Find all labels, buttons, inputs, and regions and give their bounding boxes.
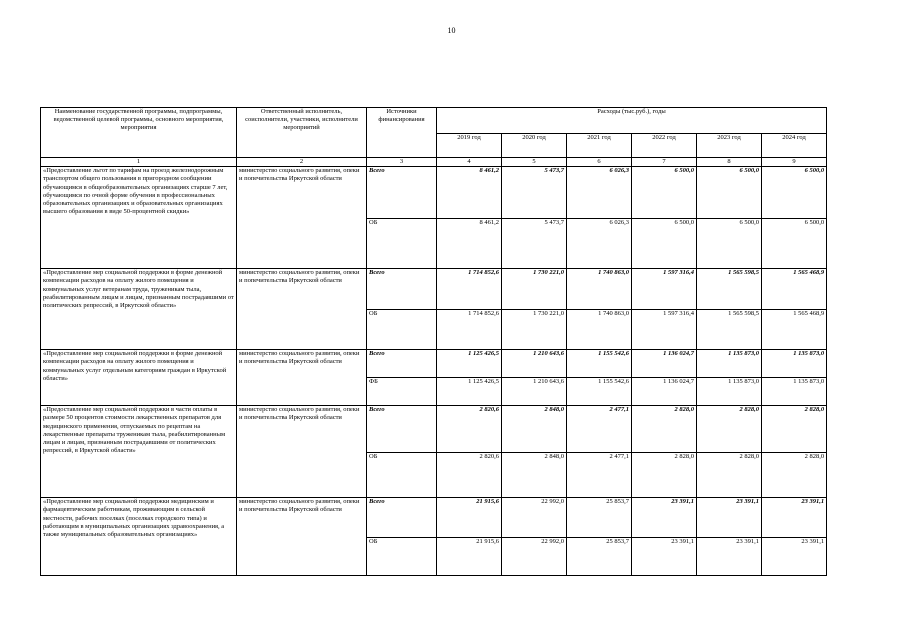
total-value: 1 155 542,6 [567, 350, 632, 378]
total-value: 1 135 873,0 [762, 350, 827, 378]
total-value: 6 500,0 [762, 167, 827, 219]
funding-source-total: Всего [367, 406, 437, 453]
column-index: 8 [697, 158, 762, 167]
total-value: 2 828,0 [762, 406, 827, 453]
source-value: 6 500,0 [632, 219, 697, 269]
funding-source-total: Всего [367, 498, 437, 538]
source-value: 2 828,0 [697, 453, 762, 498]
column-index: 9 [762, 158, 827, 167]
total-value: 1 136 024,7 [632, 350, 697, 378]
total-value: 21 915,6 [437, 498, 502, 538]
total-value: 1 135 873,0 [697, 350, 762, 378]
total-value: 8 461,2 [437, 167, 502, 219]
total-value: 1 597 316,4 [632, 269, 697, 310]
table-row-total [41, 269, 827, 310]
total-value: 2 828,0 [632, 406, 697, 453]
header-name: Наименование государственной программы, подпрограммы, ведомственной целевой программы, основного мероприятия, мероприятия [41, 108, 237, 158]
column-index: 3 [367, 158, 437, 167]
total-value: 5 473,7 [502, 167, 567, 219]
total-value: 23 391,1 [632, 498, 697, 538]
source-value: 1 730 221,0 [502, 310, 567, 350]
executor: министерство социального развития, опеки и попечительства Иркутской области [237, 406, 367, 498]
source-value: 1 135 873,0 [697, 378, 762, 406]
header-expenses: Расходы (тыс.руб.), годы [437, 108, 827, 134]
total-value: 1 565 468,9 [762, 269, 827, 310]
funding-source: ОБ [367, 310, 437, 350]
total-value: 2 477,1 [567, 406, 632, 453]
measure-name: «Предоставление мер социальной поддержки в части оплаты в размере 50 процентов стоимости лекарственных препаратов для медицинского применения, отпускаемых по рецептам на лекарственные препараты труженикам тыла, реабилитированным лицам и лицам, признанным пострадавшими от политических репрессий, в Иркутской области» [41, 406, 237, 498]
column-index: 6 [567, 158, 632, 167]
source-value: 6 500,0 [762, 219, 827, 269]
budget-table [40, 107, 827, 576]
measure-name: «Предоставление льгот по тарифам на проезд железнодорожным транспортом общего пользования в пригородном сообщении обучающимся в общеобразовательных организациях старше 7 лет, обучающимся по очной форме обучения в профессиональных образовательных организациях и образовательных организациях высшего образования в виде 50-процентной скидки» [41, 167, 237, 269]
total-value: 2 828,0 [697, 406, 762, 453]
table-row-total [41, 167, 827, 219]
total-value: 2 848,0 [502, 406, 567, 453]
measure-name: «Предоставление мер социальной поддержки в форме денежной компенсации расходов на оплату жилого помещения и коммунальных услуг отдельным категориям граждан в Иркутской области» [41, 350, 237, 406]
header-year: 2019 год [437, 134, 502, 158]
funding-source-total: Всего [367, 269, 437, 310]
funding-source-total: Всего [367, 167, 437, 219]
source-value: 6 026,3 [567, 219, 632, 269]
funding-source: ОБ [367, 219, 437, 269]
header-year: 2022 год [632, 134, 697, 158]
source-value: 25 853,7 [567, 538, 632, 576]
total-value: 6 500,0 [632, 167, 697, 219]
header-year: 2021 год [567, 134, 632, 158]
header-source: Источники финансирования [367, 108, 437, 158]
source-value: 2 820,6 [437, 453, 502, 498]
total-value: 23 391,1 [697, 498, 762, 538]
header-year: 2023 год [697, 134, 762, 158]
table-row-total [41, 350, 827, 378]
source-value: 23 391,1 [632, 538, 697, 576]
source-value: 22 992,0 [502, 538, 567, 576]
total-value: 6 026,3 [567, 167, 632, 219]
source-value: 6 500,0 [697, 219, 762, 269]
source-value: 5 473,7 [502, 219, 567, 269]
source-value: 1 597 316,4 [632, 310, 697, 350]
source-value: 21 915,6 [437, 538, 502, 576]
source-value: 8 461,2 [437, 219, 502, 269]
source-value: 1 210 643,6 [502, 378, 567, 406]
table-row-total [41, 406, 827, 453]
column-index: 1 [41, 158, 237, 167]
measure-name: «Предоставление мер социальной поддержки в форме денежной компенсации расходов на оплату жилого помещения и коммунальных услуг ветеранам труда, труженикам тыла, реабилитированным лицам и лицам, признанным пострадавшими от политических репрессий, в Иркутской области» [41, 269, 237, 350]
source-value: 1 155 542,6 [567, 378, 632, 406]
header-year: 2024 год [762, 134, 827, 158]
column-index: 4 [437, 158, 502, 167]
source-value: 23 391,1 [762, 538, 827, 576]
total-value: 1 210 643,6 [502, 350, 567, 378]
total-value: 23 391,1 [762, 498, 827, 538]
column-index: 2 [237, 158, 367, 167]
source-value: 23 391,1 [697, 538, 762, 576]
total-value: 1 714 852,6 [437, 269, 502, 310]
source-value: 1 136 024,7 [632, 378, 697, 406]
measure-name: «Предоставление мер социальной поддержки медицинским и фармацевтическим работникам, проживающим в сельской местности, рабочих поселках (поселках городского типа) и работающим в муниципальных организациях здравоохранения, а также муниципальных образовательных организациях» [41, 498, 237, 576]
source-value: 1 714 852,6 [437, 310, 502, 350]
source-value: 1 565 468,9 [762, 310, 827, 350]
executor: министерство социального развития, опеки и попечительства Иркутской области [237, 269, 367, 350]
total-value: 22 992,0 [502, 498, 567, 538]
source-value: 2 828,0 [632, 453, 697, 498]
source-value: 1 135 873,0 [762, 378, 827, 406]
source-value: 1 125 426,5 [437, 378, 502, 406]
total-value: 1 125 426,5 [437, 350, 502, 378]
total-value: 1 740 863,0 [567, 269, 632, 310]
funding-source-total: Всего [367, 350, 437, 378]
total-value: 6 500,0 [697, 167, 762, 219]
column-index: 7 [632, 158, 697, 167]
source-value: 1 565 598,5 [697, 310, 762, 350]
page-number: 10 [447, 26, 456, 35]
executor: министерство социального развития, опеки и попечительства Иркутской области [237, 498, 367, 576]
column-index: 5 [502, 158, 567, 167]
source-value: 1 740 863,0 [567, 310, 632, 350]
column-index-row [41, 158, 827, 167]
funding-source: ОБ [367, 538, 437, 576]
total-value: 1 730 221,0 [502, 269, 567, 310]
header-year: 2020 год [502, 134, 567, 158]
source-value: 2 828,0 [762, 453, 827, 498]
total-value: 25 853,7 [567, 498, 632, 538]
executor: министерство социального развития, опеки и попечительства Иркутской области [237, 167, 367, 269]
table-row-total [41, 498, 827, 538]
total-value: 2 820,6 [437, 406, 502, 453]
total-value: 1 565 598,5 [697, 269, 762, 310]
executor: министерство социального развития, опеки и попечительства Иркутской области [237, 350, 367, 406]
funding-source: ОБ [367, 453, 437, 498]
header-executor: Ответственный исполнитель, соисполнители, участники, исполнители мероприятий [237, 108, 367, 158]
source-value: 2 848,0 [502, 453, 567, 498]
funding-source: ФБ [367, 378, 437, 406]
source-value: 2 477,1 [567, 453, 632, 498]
